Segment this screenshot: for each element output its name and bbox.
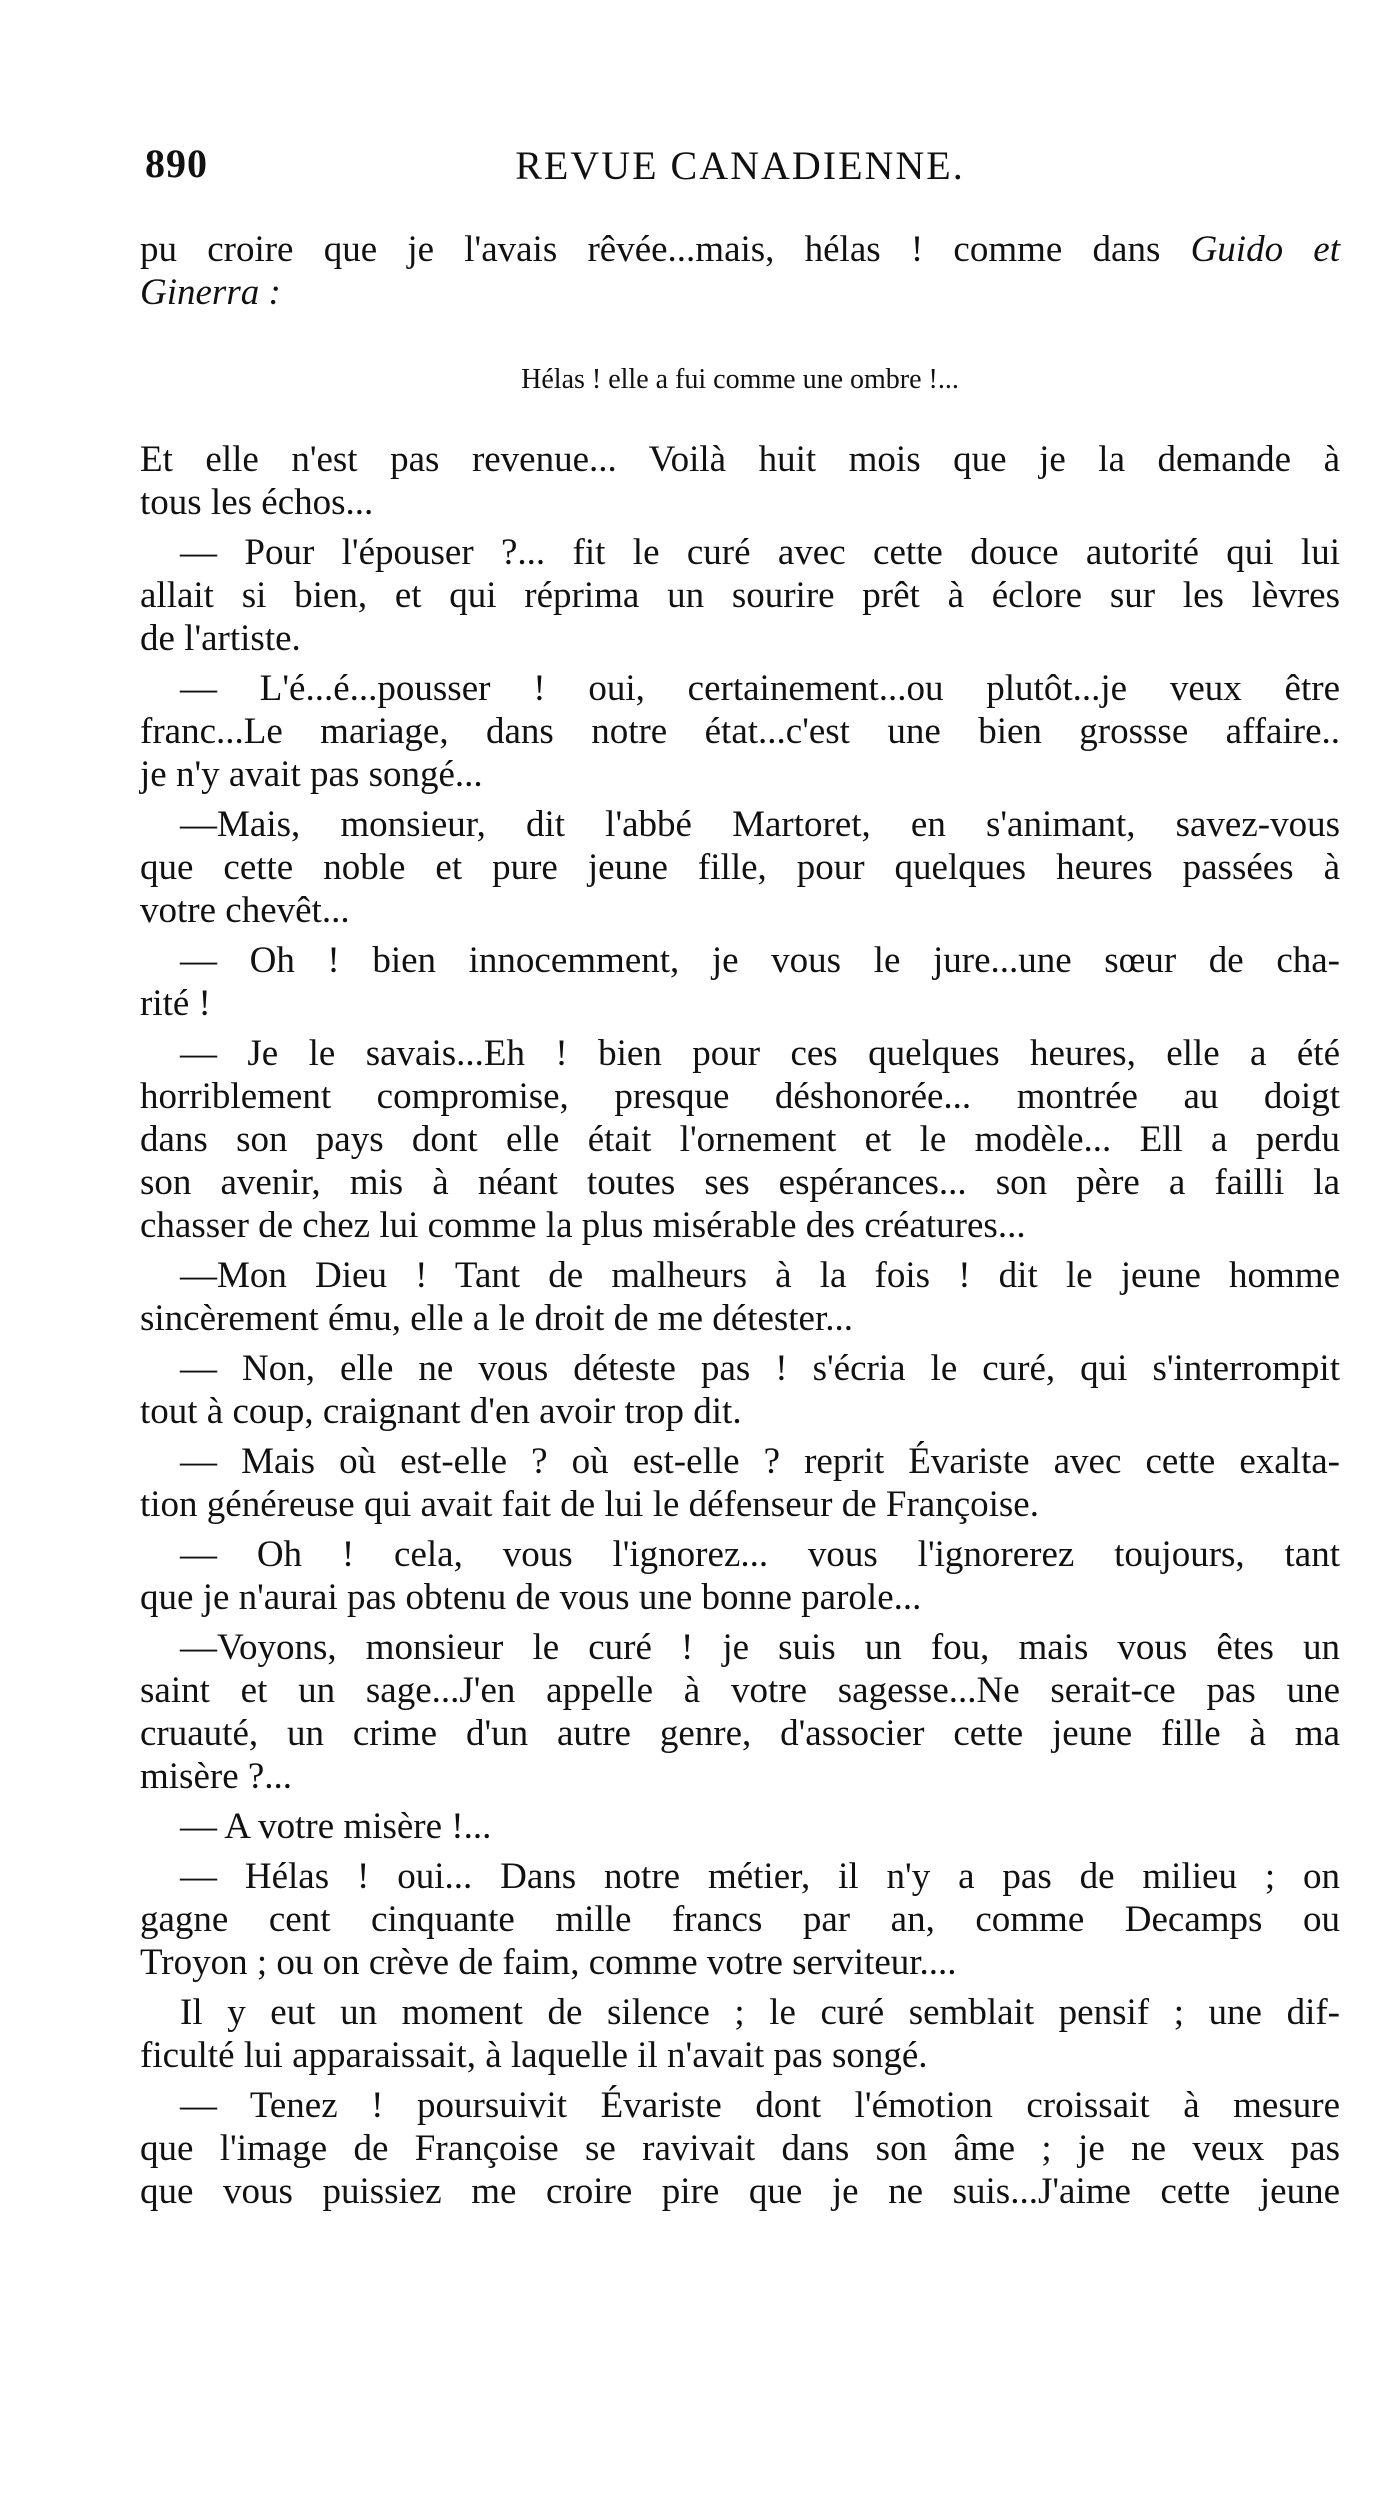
text-line: [140, 1669, 1340, 1712]
text-line: [140, 2034, 1340, 2077]
text-line: [140, 889, 1340, 932]
line-text: je n'y avait pas songé...: [140, 754, 483, 795]
text-line: [140, 939, 1340, 982]
line-text: de l'artiste.: [140, 618, 301, 659]
text-line: [140, 1390, 1340, 1433]
page-number: 890: [145, 141, 208, 186]
line-text: pu croire que je l'avais rêvée...mais, hélas ! comme dans: [140, 229, 1191, 270]
text-line: [140, 1118, 1340, 1161]
paragraph: [140, 2084, 1340, 2213]
italic-title: Guido et: [1190, 229, 1340, 270]
text-line: [140, 531, 1340, 574]
line-text: — Tenez ! poursuivit Évariste dont l'émotion croissait à mesure: [180, 2085, 1340, 2126]
line-text: tous les échos...: [140, 482, 374, 523]
text-line: [140, 1483, 1340, 1526]
line-text: son avenir, mis à néant toutes ses espérances... son père a failli la: [140, 1162, 1340, 1203]
paragraph: [140, 803, 1340, 932]
paragraph: [140, 939, 1340, 1025]
text-line: [140, 574, 1340, 617]
line-text: tout à coup, craignant d'en avoir trop dit.: [140, 1391, 742, 1432]
page-header: [140, 140, 1340, 200]
line-text: que je n'aurai pas obtenu de vous une bonne parole...: [140, 1577, 922, 1618]
text-line: [140, 846, 1340, 889]
line-text: franc...Le mariage, dans notre état...c'est une bien grossse affaire..: [140, 711, 1340, 752]
text-line: [140, 1254, 1340, 1297]
line-text: — Oh ! cela, vous l'ignorez... vous l'ignorerez toujours, tant: [180, 1534, 1340, 1575]
line-text: que vous puissiez me croire pire que je ne suis...J'aime cette jeune: [140, 2171, 1340, 2212]
text-line: [140, 1991, 1340, 2034]
text-line: [140, 1204, 1340, 1247]
text-line: [140, 753, 1340, 796]
text-line: [140, 1576, 1340, 1619]
line-text: — Mais où est-elle ? où est-elle ? reprit Évariste avec cette exalta-: [180, 1441, 1340, 1482]
line-text: cruauté, un crime d'un autre genre, d'associer cette jeune fille à ma: [140, 1713, 1340, 1754]
paragraph: [140, 1626, 1340, 1798]
line-text: que l'image de Françoise se ravivait dans son âme ; je ne veux pas: [140, 2128, 1340, 2169]
text-line: [140, 710, 1340, 753]
paragraph: [140, 1440, 1340, 1526]
paragraph: [140, 1032, 1340, 1247]
line-text: horriblement compromise, presque déshonorée... montrée au doigt: [140, 1076, 1340, 1117]
text-line: [140, 1712, 1340, 1755]
epigraph-quote: Hélas ! elle a fui comme une ombre !...: [521, 364, 959, 395]
paragraph: [140, 1805, 1340, 1848]
text-line: [140, 1805, 1340, 1848]
text-line: [140, 1297, 1340, 1340]
text-line: [140, 1075, 1340, 1118]
line-text: gagne cent cinquante mille francs par an, comme Decamps ou: [140, 1899, 1340, 1940]
line-text: Et elle n'est pas revenue... Voilà huit mois que je la demande à: [140, 439, 1340, 480]
line-text: saint et un sage...J'en appelle à votre sagesse...Ne serait-ce pas une: [140, 1670, 1340, 1711]
text-line: [140, 2127, 1340, 2170]
line-text: chasser de chez lui comme la plus misérable des créatures...: [140, 1205, 1026, 1246]
text-line: [140, 1347, 1340, 1390]
text-line: [140, 1440, 1340, 1483]
line-text: — Je le savais...Eh ! bien pour ces quelques heures, elle a été: [180, 1033, 1340, 1074]
line-text: sincèrement ému, elle a le droit de me détester...: [140, 1298, 853, 1339]
text-line: [140, 228, 1340, 271]
line-text: — Pour l'épouser ?... fit le curé avec cette douce autorité qui lui: [180, 532, 1340, 573]
line-text: —Voyons, monsieur le curé ! je suis un fou, mais vous êtes un: [180, 1627, 1340, 1668]
line-text: — Hélas ! oui... Dans notre métier, il n'y a pas de milieu ; on: [180, 1856, 1340, 1897]
text-line: [140, 1533, 1340, 1576]
text-line: [140, 271, 1340, 314]
line-text: que cette noble et pure jeune fille, pour quelques heures passées à: [140, 847, 1340, 888]
text-line: [140, 1626, 1340, 1669]
paragraph: [140, 438, 1340, 524]
line-text: dans son pays dont elle était l'ornement et le modèle... Ell a perdu: [140, 1119, 1340, 1160]
text-line: [140, 982, 1340, 1025]
paragraph: [140, 1991, 1340, 2077]
text-line: [140, 667, 1340, 710]
paragraph: [140, 667, 1340, 796]
paragraph: [140, 531, 1340, 660]
line-text: misère ?...: [140, 1756, 293, 1797]
line-text: — L'é...é...pousser ! oui, certainement...ou plutôt...je veux être: [180, 668, 1340, 709]
text-line: [140, 2084, 1340, 2127]
text-line: [140, 1898, 1340, 1941]
text-line: [140, 617, 1340, 660]
line-text: —Mon Dieu ! Tant de malheurs à la fois ! dit le jeune homme: [180, 1255, 1340, 1296]
text-line: [140, 803, 1340, 846]
line-text: — Oh ! bien innocemment, je vous le jure...une sœur de cha-: [180, 940, 1340, 981]
line-text: — Non, elle ne vous déteste pas ! s'écria le curé, qui s'interrompit: [180, 1348, 1340, 1389]
line-text: allait si bien, et qui réprima un sourire prêt à éclore sur les lèvres: [140, 575, 1340, 616]
text-line: [140, 438, 1340, 481]
line-text: — A votre misère !...: [180, 1806, 492, 1847]
text-line: [140, 1032, 1340, 1075]
line-text: —Mais, monsieur, dit l'abbé Martoret, en s'animant, savez-vous: [180, 804, 1340, 845]
text-line: [140, 1855, 1340, 1898]
running-title: REVUE CANADIENNE.: [515, 143, 965, 188]
paragraph: [140, 1254, 1340, 1340]
paragraph: [140, 1347, 1340, 1433]
body-text: [140, 228, 1340, 2220]
text-line: [140, 481, 1340, 524]
text-line: [140, 1161, 1340, 1204]
line-text: votre chevêt...: [140, 890, 350, 931]
italic-title: Ginerra :: [140, 272, 281, 313]
text-line: [140, 1941, 1340, 1984]
line-text: rité !: [140, 983, 211, 1024]
line-text: ficulté lui apparaissait, à laquelle il n'avait pas songé.: [140, 2035, 928, 2076]
line-text: tion généreuse qui avait fait de lui le défenseur de Françoise.: [140, 1484, 1039, 1525]
line-text: Il y eut un moment de silence ; le curé semblait pensif ; une dif-: [180, 1992, 1340, 2033]
text-line: [140, 1755, 1340, 1798]
paragraph: [140, 228, 1340, 314]
text-line: [140, 2170, 1340, 2213]
paragraph: [140, 1533, 1340, 1619]
paragraph: [140, 1855, 1340, 1984]
line-text: Troyon ; ou on crève de faim, comme votre serviteur....: [140, 1942, 957, 1983]
